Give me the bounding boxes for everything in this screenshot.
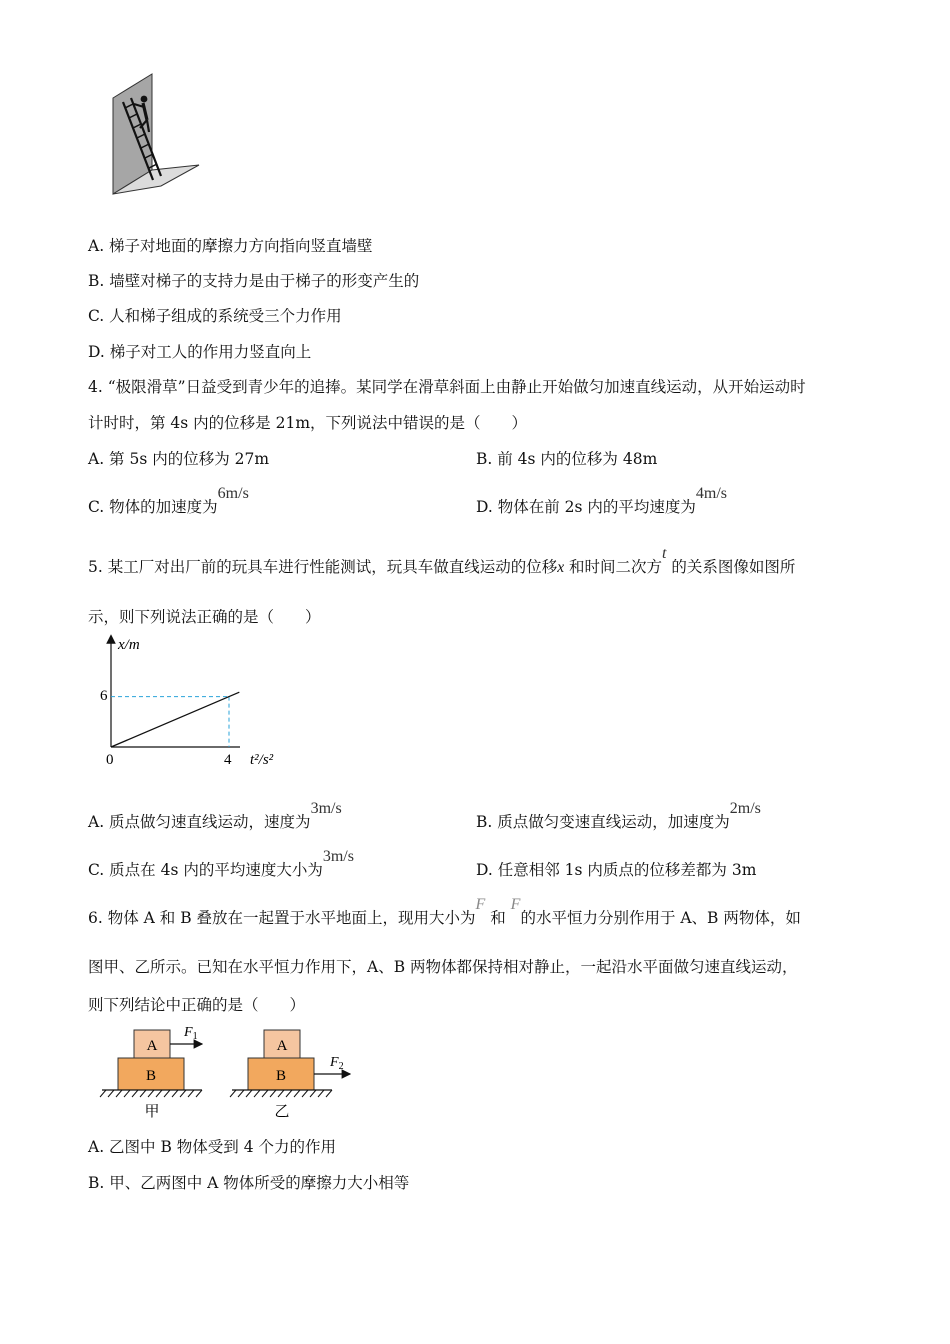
q6-stem-part1: 6. 物体 A 和 B 叠放在一起置于水平地面上，现用大小为 [88,909,476,927]
q4-option-b[interactable]: B. 前 4s 内的位移为 48m [476,450,658,468]
q4-option-c-text: C. 物体的加速度为 [88,498,218,516]
caption-yi: 乙 [274,1104,290,1120]
q4-stem-line1: 4. “极限滑草”日益受到青少年的追捧。某同学在滑草斜面上由静止开始做匀加速直线运动，从开始运动时 [88,378,806,396]
q4-option-d-text: D. 物体在前 2s 内的平均速度为 [476,498,696,516]
q3-option-a[interactable]: A. 梯子对地面的摩擦力方向指向竖直墙壁 [88,237,373,255]
q5-var-t: t [662,545,667,562]
q5-stem-part1: 5. 某工厂对出厂前的玩具车进行性能测试，玩具车做直线运动的位移 [88,558,558,576]
q5-stem-part3: 的关系图像如图所 [666,558,796,576]
q5-stem-part2: 和时间二次方 [564,558,663,576]
blocks-figure [98,1020,368,1125]
q5-option-b[interactable] [476,800,761,833]
q5-option-b-text: B. 质点做匀变速直线运动，加速度为 [476,813,730,831]
q6-stem-and: 和 [485,909,511,927]
q5-var-x: x [557,559,565,576]
q4-option-c-value: 6m/s [217,485,249,502]
q5-option-d[interactable]: D. 任意相邻 1s 内质点的位移差都为 3m [476,861,757,879]
q3-option-b[interactable]: B. 墙壁对梯子的支持力是由于梯子的形变产生的 [88,272,420,290]
x-tick-4: 4 [224,752,232,768]
q5-option-c-text: C. 质点在 4s 内的平均速度大小为 [88,861,323,879]
q5-option-a[interactable] [88,800,342,833]
svg-text:B: B [275,1068,287,1084]
ladder-wall-figure [105,70,205,200]
svg-text:A: A [276,1038,288,1054]
q4-stem-line2: 计时时，第 4s 内的位移是 21m，下列说法中错误的是（ ） [88,414,528,432]
q5-option-a-value: 3m/s [310,800,342,817]
y-axis-label: x/m [118,637,140,653]
y-tick-6: 6 [100,688,108,704]
x-axis-label: t²/s² [250,752,274,768]
q5-stem-line2: 示，则下列说法正确的是（ ） [88,608,321,626]
q6-stem-line3: 则下列结论中正确的是（ ） [88,996,306,1014]
caption-jia: 甲 [144,1104,160,1120]
x-t2-chart [90,630,300,775]
q5-stem-line1 [88,545,796,578]
x-tick-0: 0 [106,752,114,768]
q5-option-c[interactable] [88,848,354,881]
q6-stem-part2: 的水平恒力分别作用于 A、B 两物体，如 [520,909,801,927]
q5-option-c-value: 3m/s [322,848,354,865]
q6-stem-line2: 图甲、乙所示。已知在水平恒力作用下，A、B 两物体都保持相对静止，一起沿水平面做匀速直线运动， [88,958,798,976]
q6-f-symbol-2: F [510,896,521,913]
q3-option-d[interactable]: D. 梯子对工人的作用力竖直向上 [88,343,312,361]
q4-option-d[interactable] [476,485,728,518]
svg-text:A: A [146,1038,158,1054]
svg-text:F1: $F_1$ [184,1025,198,1042]
q6-stem-line1 [88,896,801,929]
svg-text:F2: $F_2$ [330,1055,344,1072]
q4-option-a[interactable]: A. 第 5s 内的位移为 27m [88,450,270,468]
series-line [111,692,239,747]
q6-option-b[interactable]: B. 甲、乙两图中 A 物体所受的摩擦力大小相等 [88,1174,410,1192]
q5-option-a-text: A. 质点做匀速直线运动，速度为 [88,813,311,831]
q6-option-a[interactable]: A. 乙图中 B 物体受到 4 个力的作用 [88,1138,337,1156]
q4-option-c[interactable] [88,485,249,518]
q6-f-symbol-1: F [475,896,486,913]
svg-text:B: B [145,1068,157,1084]
q3-option-c[interactable]: C. 人和梯子组成的系统受三个力作用 [88,307,342,325]
q4-option-d-value: 4m/s [695,485,728,502]
q5-option-b-value: 2m/s [729,800,761,817]
